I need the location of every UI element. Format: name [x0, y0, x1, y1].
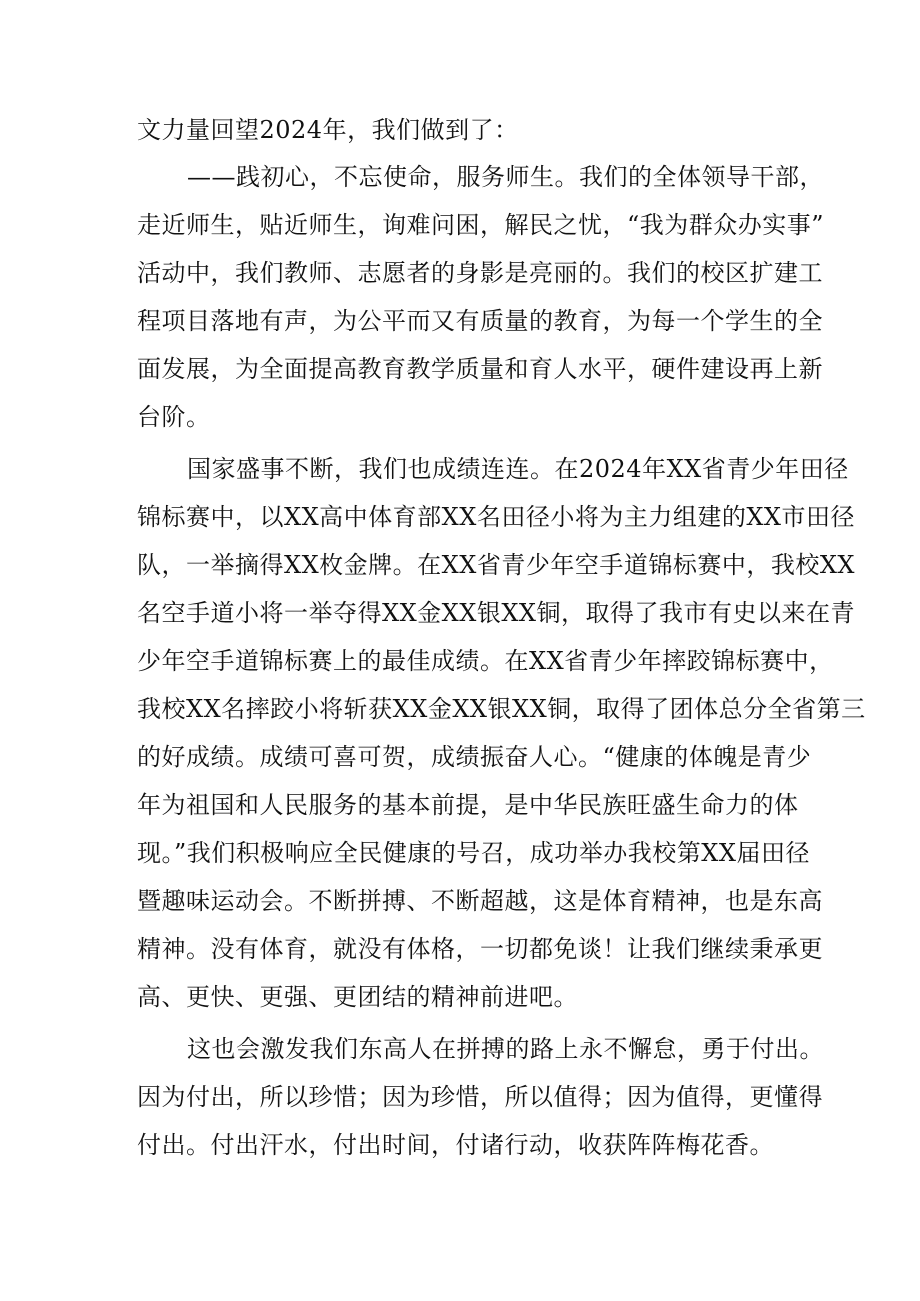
text-line: 名空手道小将一举夺得XX金XX银XX铜，取得了我市有史以来在青	[137, 599, 856, 627]
text-line: 国家盛事不断，我们也成绩连连。在2024年XX省青少年田径	[187, 455, 849, 483]
text-line: 因为付出，所以珍惜；因为珍惜，所以值得；因为值得，更懂得	[137, 1083, 823, 1111]
text-line: ——践初心，不忘使命，服务师生。我们的全体领导干部，	[187, 163, 824, 191]
text-line: 我校XX名摔跤小将斩获XX金XX银XX铜，取得了团体总分全省第三	[137, 695, 866, 723]
text-line: 队，一举摘得XX枚金牌。在XX省青少年空手道锦标赛中，我校XX	[137, 551, 856, 579]
text-line: 文力量回望2024年，我们做到了：	[137, 116, 519, 144]
text-line: 付出。付出汗水，付出时间，付诸行动，收获阵阵梅花香。	[137, 1131, 774, 1159]
text-line: 年为祖国和人民服务的基本前提，是中华民族旺盛生命力的体	[137, 791, 799, 819]
text-line: 锦标赛中，以XX高中体育部XX名田径小将为主力组建的XX市田径	[137, 503, 856, 531]
text-line: 精神。没有体育，就没有体格，一切都免谈！让我们继续秉承更	[137, 935, 823, 963]
text-line: 台阶。	[137, 403, 211, 431]
text-line: 的好成绩。成绩可喜可贺，成绩振奋人心。“健康的体魄是青少	[137, 743, 812, 771]
text-line: 这也会激发我们东高人在拼搏的路上永不懈怠，勇于付出。	[187, 1035, 824, 1063]
text-line: 走近师生，贴近师生，询难问困，解民之忧，“我为群众办实事”	[137, 211, 825, 239]
text-line: 暨趣味运动会。不断拼搏、不断超越，这是体育精神，也是东高	[137, 887, 823, 915]
text-line: 程项目落地有声，为公平而又有质量的教育，为每一个学生的全	[137, 307, 823, 335]
text-line: 现。”我们积极响应全民健康的号召，成功举办我校第XX届田径	[137, 839, 810, 867]
text-line: 高、更快、更强、更团结的精神前进吧。	[137, 983, 578, 1011]
text-line: 活动中，我们教师、志愿者的身影是亮丽的。我们的校区扩建工	[137, 259, 823, 287]
text-line: 面发展，为全面提高教育教学质量和育人水平，硬件建设再上新	[137, 355, 823, 383]
text-line: 少年空手道锦标赛上的最佳成绩。在XX省青少年摔跤锦标赛中，	[137, 647, 834, 675]
